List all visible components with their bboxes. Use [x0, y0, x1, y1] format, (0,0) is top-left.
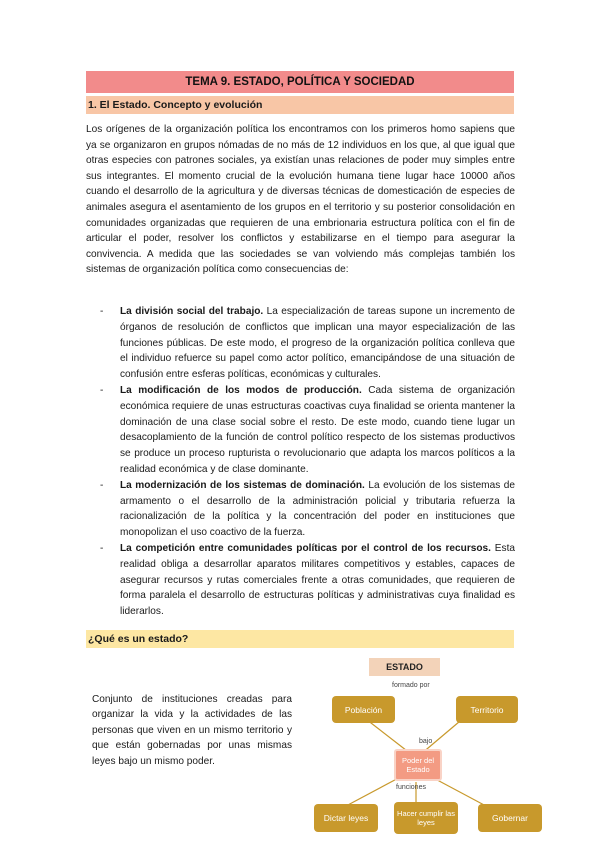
- list-item-text: Cada sistema de organización económica requiere de unas estructuras coactivas cuya finalidad se orienta mantener la dominación de una clase social sobre el resto. De este modo, cuando tiene lugar un desacoplamiento de la función de control político respecto de los sistemas productivos se produce un proceso rupturista o revolucionario que adapta los marcos políticos a la realidad económica y de clase dominante.: [120, 384, 515, 475]
- consequences-list: [100, 304, 515, 620]
- list-item-title: La modificación de los modos de producción.: [120, 384, 362, 396]
- node-poder-estado: Poder del Estado: [394, 749, 442, 781]
- intro-paragraph: Los orígenes de la organización política los encontramos con los primeros homo sapiens que ya se organizaron en grupos nómadas de no más de 12 individuos en los que, al que igual que otras especies con patrones sociales, ya existían unas relaciones de poder muy simples entre sus integrantes. El momento crucial de la evolución humana tiene lugar hace 10000 años cuando el desarrollo de la agricultura y de diversas técnicas de domesticación de especies de animales asegura el asentamiento de los grupos en el territorio y su posterior consolidación en comunidades organizadas que requieren de una embrionaria estructura política con el fin de articular el poder, resolver los conflictos y estabilizarse en el tiempo para asegurar la convivencia. A medida que las sociedades se van volviendo más complejas también los sistemas de organización política como consecuencias de:: [86, 124, 515, 276]
- definition-paragraph: Conjunto de instituciones creadas para organizar la vida y la actividades de las personas que viven en un mismo territorio y que están gobernadas por unas mismas leyes bajo un mismo poder.: [92, 694, 292, 767]
- estado-root-node: ESTADO: [369, 658, 440, 676]
- dash-marker: -: [100, 479, 104, 491]
- node-gobernar: Gobernar: [478, 804, 542, 832]
- list-item: [100, 304, 515, 383]
- node-dictar-leyes: Dictar leyes: [314, 804, 378, 832]
- list-item-text: Esta realidad obliga a desarrollar aparatos militares competitivos y estables, capaces de asegurar recursos y rutas comerciales frente a otras comunidades, que requieren de forma paralela el desarrollo de estructuras políticas y administrativas cuya finalidad es liderarlos.: [120, 542, 515, 618]
- list-item: [100, 383, 515, 478]
- page-title: TEMA 9. ESTADO, POLÍTICA Y SOCIEDAD: [86, 71, 514, 93]
- list-item-text: La evolución de los sistemas de armamento o el desarrollo de la administración policial y tributaria refuerza la racionalización de la política y la concentración del poder en instituciones que monopolizan el uso coactivo de la fuerza.: [120, 479, 515, 539]
- list-item-title: La competición entre comunidades políticas por el control de los recursos.: [120, 542, 491, 554]
- label-under: bajo: [419, 738, 433, 745]
- estado-diagram: [306, 656, 551, 841]
- list-item: [100, 478, 515, 541]
- node-territorio: Territorio: [456, 696, 518, 723]
- list-item-title: La división social del trabajo.: [120, 306, 264, 317]
- section-heading-que-es-estado: ¿Qué es un estado?: [86, 630, 514, 648]
- label-formed-by: formado por: [392, 682, 430, 689]
- list-item-text: La especialización de tareas supone un incremento de órganos de resolución de conflictos que implican una mayor especialización de las funciones públicas. De este modo, el progreso de la organización política conlleva que el individuo refuerce su papel como actor político, emancipándose de una situación de confusión entre esferas políticas, económicas y culturales.: [120, 306, 515, 381]
- list-item-title: La modernización de los sistemas de dominación.: [120, 479, 365, 491]
- dash-marker: -: [100, 542, 104, 554]
- list-item: [100, 541, 515, 620]
- node-hacer-cumplir: Hacer cumplir las leyes: [394, 802, 458, 834]
- dash-marker: -: [100, 306, 104, 317]
- node-poblacion: Población: [332, 696, 395, 723]
- section-heading-estado: 1. El Estado. Concepto y evolución: [86, 96, 514, 114]
- label-functions: funciones: [396, 784, 426, 791]
- dash-marker: -: [100, 384, 104, 396]
